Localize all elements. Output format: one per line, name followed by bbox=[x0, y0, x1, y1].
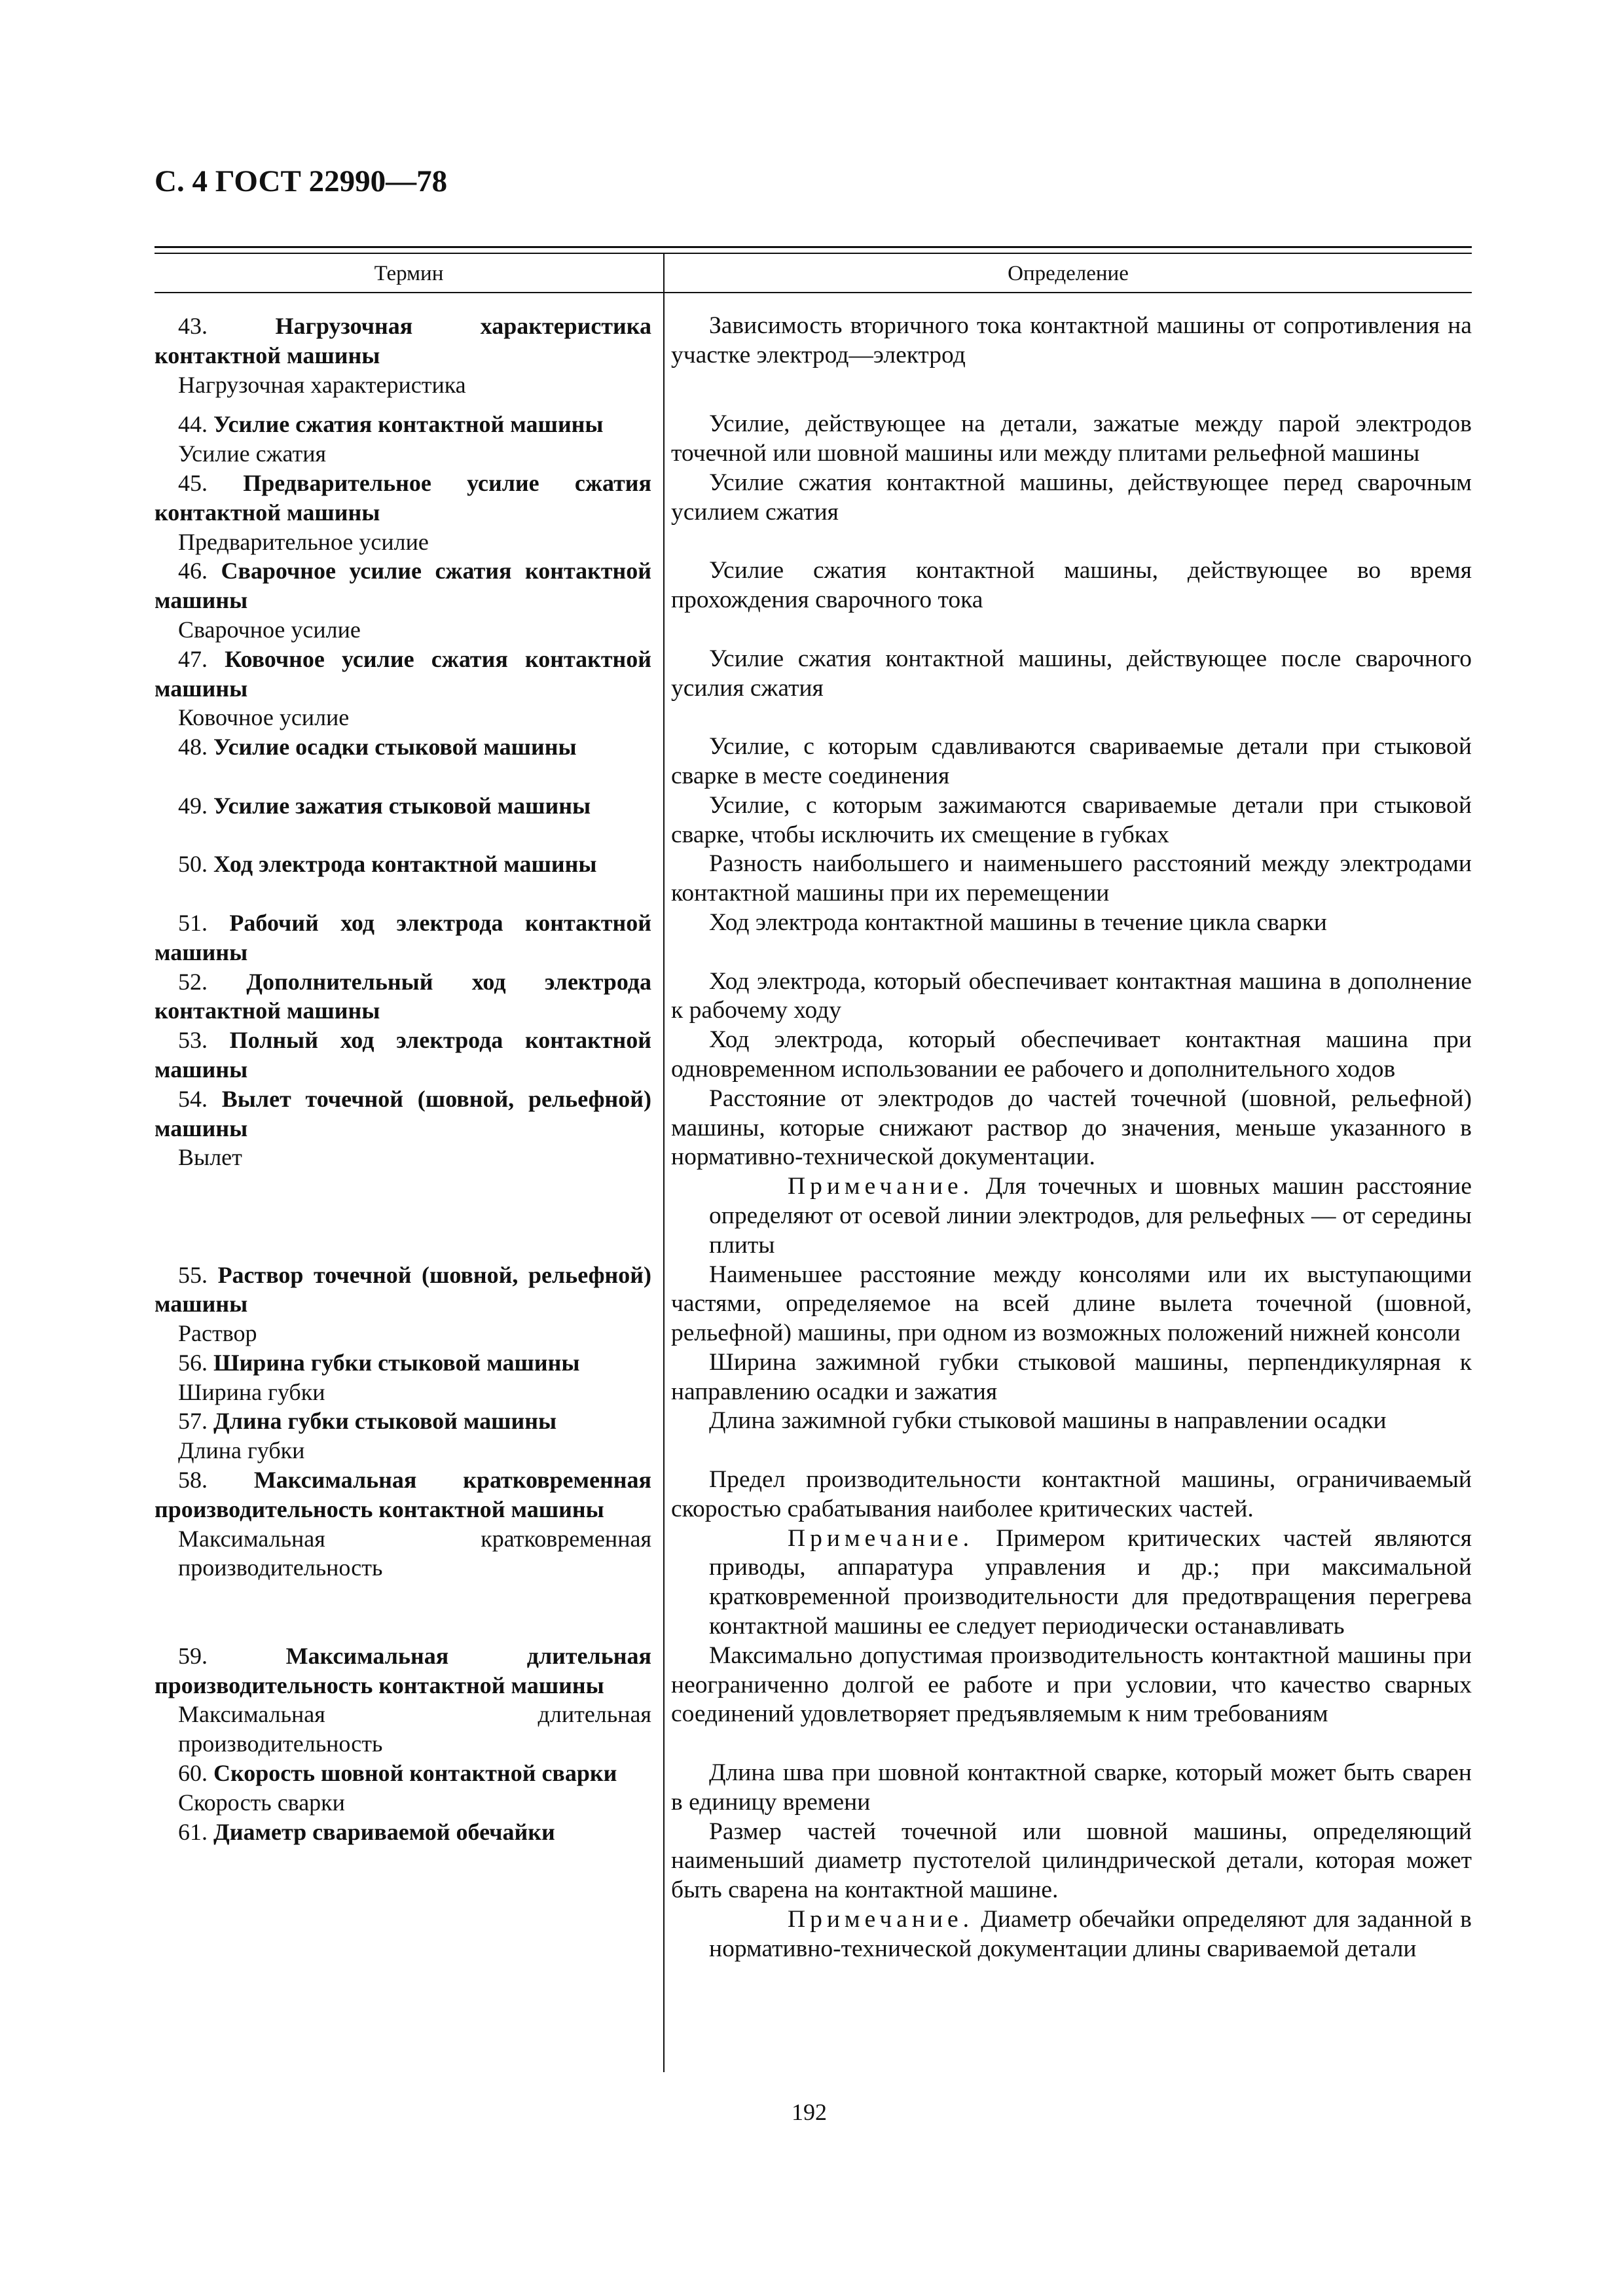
term-name: Максимальная длительная производительность контактной машины bbox=[155, 1642, 652, 1698]
term-short-form: Максимальная длительная производительность bbox=[178, 1701, 651, 1757]
table-row bbox=[155, 1348, 1472, 1407]
table-row bbox=[155, 732, 1472, 791]
table-row bbox=[155, 645, 1472, 732]
table-body bbox=[155, 312, 1472, 1964]
term-name: Усилие сжатия контактной машины bbox=[213, 411, 604, 438]
term-number: 51. bbox=[178, 909, 230, 936]
term-number: 58. bbox=[178, 1467, 254, 1494]
term-cell bbox=[155, 1759, 663, 1818]
definition-text: Длина зажимной губки стыковой машины в направлении осадки bbox=[709, 1407, 1387, 1435]
definition-text: Зависимость вторичного тока контактной машины от сопротивления на участке электрод—электрод bbox=[671, 312, 1472, 368]
term-name: Диаметр свариваемой обечайки bbox=[213, 1818, 555, 1845]
note-paragraph bbox=[671, 1172, 1472, 1260]
term-number: 54. bbox=[178, 1085, 222, 1112]
term-cell bbox=[155, 556, 663, 644]
definition-text: Ход электрода контактной машины в течение цикла сварки bbox=[709, 908, 1327, 936]
term-title bbox=[155, 1026, 651, 1085]
term-number: 59. bbox=[178, 1642, 286, 1669]
term-title bbox=[155, 732, 651, 762]
term-title bbox=[155, 312, 651, 370]
table-row bbox=[155, 1759, 1472, 1818]
term-short-form: Усилие сжатия bbox=[178, 440, 327, 467]
term-cell bbox=[155, 1465, 663, 1583]
term-name: Нагрузочная характеристика контактной машины bbox=[155, 313, 651, 368]
definition-cell bbox=[663, 1348, 1472, 1407]
term-cell bbox=[155, 645, 663, 732]
term-title bbox=[155, 1261, 651, 1319]
term-number: 52. bbox=[178, 968, 247, 995]
term-name: Сварочное усилие сжатия контактной машины bbox=[155, 558, 651, 614]
definition-cell bbox=[663, 1026, 1472, 1085]
term-cell bbox=[155, 1818, 663, 1847]
column-header-term: Термин bbox=[374, 262, 444, 285]
definition-text: Усилие, с которым сдавливаются свариваемые детали при стыковой сварке в месте соединения bbox=[671, 733, 1472, 789]
term-short-form: Вылет bbox=[178, 1144, 242, 1171]
note-label: Примечание. bbox=[788, 1906, 974, 1933]
definition-text: Предел производительности контактной машины, ограничиваемый скоростью срабатывания наиболее критических частей. bbox=[671, 1466, 1472, 1522]
definition-text: Усилие сжатия контактной машины, действующее после сварочного усилия сжатия bbox=[671, 645, 1472, 702]
table-row bbox=[155, 1465, 1472, 1641]
term-name: Максимальная кратковременная производительность контактной машины bbox=[155, 1467, 651, 1522]
note-text: Диаметр обечайки определяют для заданной в нормативно-технической документации длины свариваемой детали bbox=[709, 1906, 1472, 1962]
term-number: 43. bbox=[178, 313, 276, 339]
definition-cell bbox=[663, 791, 1472, 850]
definition-text: Усилие, с которым зажимаются свариваемые детали при стыковой сварке, чтобы исключить их смещение в губках bbox=[671, 791, 1472, 848]
term-number: 56. bbox=[178, 1349, 213, 1376]
definition-cell bbox=[663, 732, 1472, 791]
term-cell bbox=[155, 312, 663, 399]
definition-cell bbox=[663, 556, 1472, 615]
definition-cell bbox=[663, 967, 1472, 1026]
term-short-form: Нагрузочная характеристика bbox=[178, 371, 466, 398]
term-short-form: Раствор bbox=[178, 1320, 257, 1347]
term-name: Усилие осадки стыковой машины bbox=[213, 734, 577, 761]
note-text: Примером критических частей являются приводы, аппаратура управления и др.; при максимальной кратковременной производительности для предотвращения перегрева контактной машины ее следует периодически останавливать bbox=[709, 1524, 1472, 1640]
table-header-rule bbox=[155, 292, 1472, 293]
term-number: 53. bbox=[178, 1027, 230, 1054]
term-name: Вылет точечной (шовной, рельефной) машины bbox=[155, 1085, 651, 1141]
definition-text: Наименьшее расстояние между консолями или их выступающими частями, определяемое на всей длине вылета точечной (шовной, рельефной) машины, при одном из возможных положений нижней консоли bbox=[671, 1261, 1472, 1347]
term-name: Предварительное усилие сжатия контактной машины bbox=[155, 469, 651, 526]
term-title bbox=[155, 410, 651, 439]
definition-cell bbox=[663, 1465, 1472, 1641]
table-row bbox=[155, 908, 1472, 967]
term-short-form: Сварочное усилие bbox=[178, 616, 361, 643]
term-title bbox=[155, 1818, 651, 1847]
table-row bbox=[155, 410, 1472, 469]
term-title bbox=[155, 967, 651, 1026]
table-top-rule bbox=[155, 246, 1472, 248]
table-row bbox=[155, 1261, 1472, 1348]
note-paragraph bbox=[671, 1905, 1472, 1964]
table-row bbox=[155, 1026, 1472, 1085]
term-number: 50. bbox=[178, 851, 213, 878]
definition-cell bbox=[663, 850, 1472, 908]
term-number: 61. bbox=[178, 1818, 213, 1845]
term-name: Полный ход электрода контактной машины bbox=[155, 1027, 651, 1083]
page-header: С. 4 ГОСТ 22990—78 bbox=[155, 164, 448, 198]
definition-cell bbox=[663, 645, 1472, 704]
term-title bbox=[155, 645, 651, 704]
term-title bbox=[155, 908, 651, 967]
term-name: Усилие зажатия стыковой машины bbox=[213, 792, 591, 819]
term-cell bbox=[155, 850, 663, 879]
definition-cell bbox=[663, 1407, 1472, 1436]
definition-text: Размер частей точечной или шовной машины, определяющий наименьший диаметр пустотелой цилиндрической детали, которая может быть сварена на контактной машине. bbox=[671, 1818, 1472, 1904]
table-row bbox=[155, 469, 1472, 556]
term-short-form: Предварительное усилие bbox=[178, 528, 429, 555]
term-number: 57. bbox=[178, 1408, 213, 1435]
term-number: 60. bbox=[178, 1760, 213, 1787]
term-name: Длина губки стыковой машины bbox=[213, 1408, 557, 1435]
definition-text: Усилие сжатия контактной машины, действующее перед сварочным усилием сжатия bbox=[671, 469, 1472, 526]
definition-cell bbox=[663, 410, 1472, 469]
definition-text: Расстояние от электродов до частей точечной (шовной, рельефной) машины, которые снижают раствор до значения, меньше указанного в нормативно-технической документации. bbox=[671, 1085, 1472, 1171]
term-number: 46. bbox=[178, 558, 221, 584]
definition-text: Ширина зажимной губки стыковой машины, перпендикулярная к направлению осадки и зажатия bbox=[671, 1348, 1472, 1405]
definition-text: Ход электрода, который обеспечивает контактная машина в дополнение к рабочему ходу bbox=[671, 967, 1472, 1024]
term-short-form: Ширина губки bbox=[178, 1378, 325, 1405]
term-short-form: Скорость сварки bbox=[178, 1789, 345, 1816]
table-row bbox=[155, 850, 1472, 908]
term-cell bbox=[155, 469, 663, 556]
term-number: 55. bbox=[178, 1261, 218, 1288]
term-cell bbox=[155, 1085, 663, 1172]
table-row bbox=[155, 791, 1472, 850]
definition-cell bbox=[663, 1261, 1472, 1348]
term-short-form: Максимальная кратковременная производительность bbox=[178, 1525, 651, 1581]
term-name: Ход электрода контактной машины bbox=[213, 851, 597, 878]
definition-cell bbox=[663, 469, 1472, 528]
table-row bbox=[155, 312, 1472, 399]
definition-cell bbox=[663, 312, 1472, 370]
term-short-form: Ковочное усилие bbox=[178, 704, 350, 731]
term-title bbox=[155, 1759, 651, 1788]
term-cell bbox=[155, 967, 663, 1026]
note-label: Примечание. bbox=[788, 1173, 974, 1200]
term-number: 48. bbox=[178, 734, 213, 761]
term-name: Ковочное усилие сжатия контактной машины bbox=[155, 645, 652, 702]
term-title bbox=[155, 1085, 651, 1143]
table-top-rule-inner bbox=[155, 253, 1472, 254]
term-name: Раствор точечной (шовной, рельефной) машины bbox=[155, 1261, 651, 1318]
definition-cell bbox=[663, 1641, 1472, 1729]
definition-text: Максимально допустимая производительность контактной машины при неограниченно долгой ее работе и при условии, что качество сварных соединений удовлетворяет предъявляемым к ним требованиям bbox=[671, 1641, 1472, 1728]
definition-text: Усилие сжатия контактной машины, действующее во время прохождения сварочного тока bbox=[671, 557, 1472, 614]
term-name: Рабочий ход электрода контактной машины bbox=[155, 909, 652, 965]
term-number: 44. bbox=[178, 411, 213, 438]
table-row bbox=[155, 1407, 1472, 1465]
definition-cell bbox=[663, 1759, 1472, 1818]
term-title bbox=[155, 1641, 651, 1700]
term-cell bbox=[155, 908, 663, 967]
page-number: 192 bbox=[792, 2099, 827, 2125]
note-paragraph bbox=[671, 1524, 1472, 1641]
term-cell bbox=[155, 1348, 663, 1407]
note-text: Для точечных и шовных машин расстояние определяют от осевой линии электродов, для рельефных — от середины плиты bbox=[709, 1173, 1472, 1259]
term-title bbox=[155, 1407, 651, 1436]
definition-text: Разность наибольшего и наименьшего расстояний между электродами контактной машины при их перемещении bbox=[671, 850, 1472, 907]
term-title bbox=[155, 791, 651, 821]
definition-cell bbox=[663, 1085, 1472, 1261]
term-number: 45. bbox=[178, 469, 244, 496]
term-title bbox=[155, 1348, 651, 1378]
definition-cell bbox=[663, 1818, 1472, 1964]
table-row bbox=[155, 556, 1472, 644]
table-row bbox=[155, 967, 1472, 1026]
term-name: Дополнительный ход электрода контактной машины bbox=[155, 968, 651, 1024]
definition-cell bbox=[663, 908, 1472, 938]
term-cell bbox=[155, 1641, 663, 1759]
column-header-definition: Определение bbox=[1008, 262, 1129, 285]
term-cell bbox=[155, 1407, 663, 1465]
term-title bbox=[155, 469, 651, 528]
definition-text: Длина шва при шовной контактной сварке, который может быть сварен в единицу времени bbox=[671, 1759, 1472, 1816]
term-name: Скорость шовной контактной сварки bbox=[213, 1760, 617, 1787]
term-cell bbox=[155, 1026, 663, 1085]
table-row bbox=[155, 1818, 1472, 1964]
term-title bbox=[155, 1465, 651, 1524]
term-cell bbox=[155, 732, 663, 762]
definition-text: Ход электрода, который обеспечивает контактная машина при одновременном использовании ее рабочего и дополнительного ходов bbox=[671, 1026, 1472, 1083]
term-number: 47. bbox=[178, 645, 225, 672]
term-cell bbox=[155, 791, 663, 821]
term-cell bbox=[155, 1261, 663, 1348]
term-short-form: Длина губки bbox=[178, 1437, 305, 1464]
term-number: 49. bbox=[178, 792, 213, 819]
term-title bbox=[155, 850, 651, 879]
term-title bbox=[155, 556, 651, 615]
table-row bbox=[155, 1085, 1472, 1261]
definition-text: Усилие, действующее на детали, зажатые между парой электродов точечной или шовной машины или между плитами рельефной машины bbox=[671, 410, 1472, 467]
table-row bbox=[155, 1641, 1472, 1759]
term-cell bbox=[155, 410, 663, 469]
term-name: Ширина губки стыковой машины bbox=[213, 1349, 580, 1376]
note-label: Примечание. bbox=[788, 1524, 974, 1552]
